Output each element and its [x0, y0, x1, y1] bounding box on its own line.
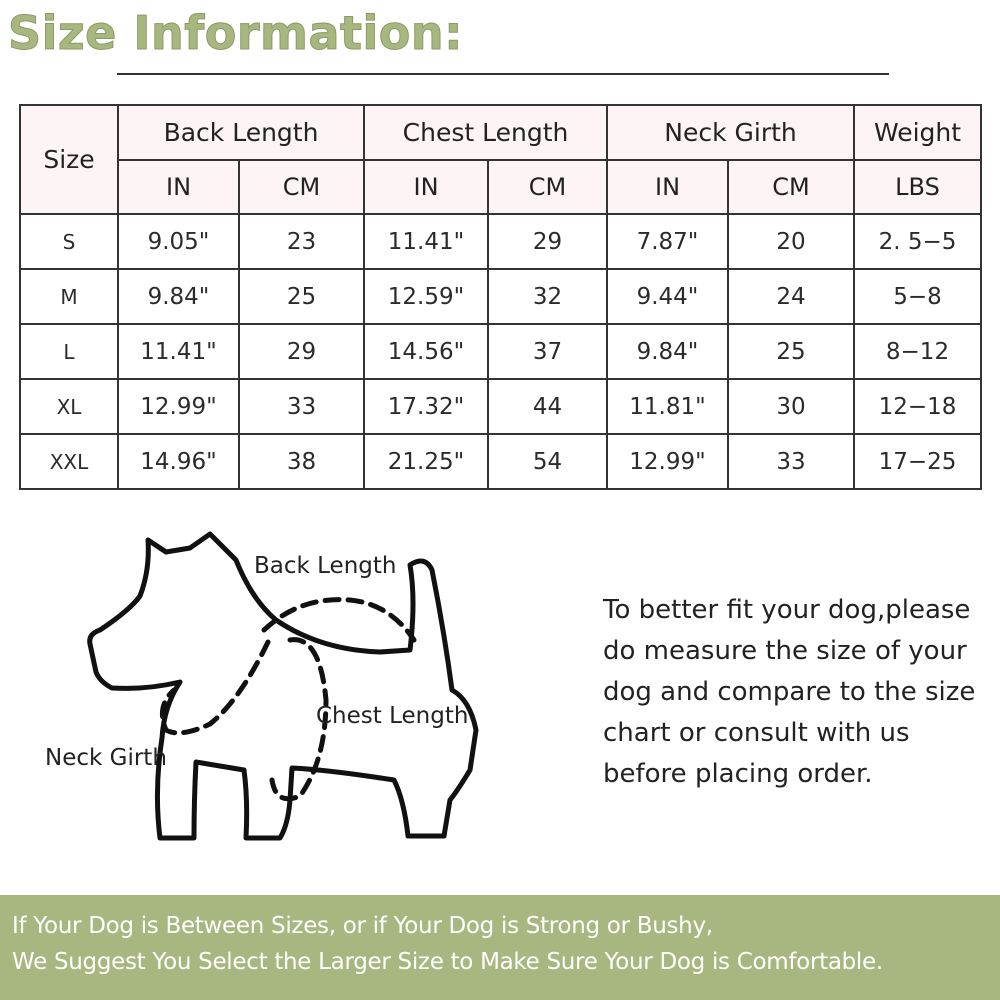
table-cell: 14.96"	[118, 434, 239, 489]
title-divider	[117, 73, 889, 75]
table-cell: 12−18	[854, 379, 981, 434]
neck-girth-label: Neck Girth	[45, 745, 167, 771]
page-title: Size Information:	[8, 6, 464, 60]
size-chart-table	[19, 104, 982, 490]
table-row	[20, 379, 981, 434]
unit-header: IN	[364, 160, 488, 214]
size-cell: XXL	[20, 434, 118, 489]
table-cell: 9.84"	[607, 324, 728, 379]
footer-line-2: We Suggest You Select the Larger Size to Make Sure Your Dog is Comfortable.	[12, 949, 883, 975]
table-cell: 29	[488, 214, 607, 269]
back-length-dashed-line	[264, 600, 414, 640]
back-length-header: Back Length	[118, 105, 364, 160]
table-cell: 44	[488, 379, 607, 434]
size-cell: L	[20, 324, 118, 379]
table-cell: 30	[728, 379, 854, 434]
footer-line-1: If Your Dog is Between Sizes, or if Your Dog is Strong or Bushy,	[12, 913, 713, 939]
table-header-row	[20, 105, 981, 160]
table-row	[20, 214, 981, 269]
table-cell: 9.05"	[118, 214, 239, 269]
table-cell: 32	[488, 269, 607, 324]
size-cell: XL	[20, 379, 118, 434]
chest-length-label: Chest Length	[316, 703, 469, 729]
table-row	[20, 434, 981, 489]
size-cell: S	[20, 214, 118, 269]
table-cell: 7.87"	[607, 214, 728, 269]
unit-header: IN	[118, 160, 239, 214]
table-cell: 9.44"	[607, 269, 728, 324]
table-cell: 17−25	[854, 434, 981, 489]
table-cell: 20	[728, 214, 854, 269]
dog-outline	[90, 534, 476, 838]
table-cell: 12.99"	[118, 379, 239, 434]
unit-header: LBS	[854, 160, 981, 214]
table-cell: 11.81"	[607, 379, 728, 434]
back-length-label: Back Length	[254, 553, 397, 579]
table-cell: 5−8	[854, 269, 981, 324]
measurement-advice: To better fit your dog,please do measure the size of your dog and compare to the size chart or consult with us before placing order.	[603, 595, 976, 789]
table-cell: 8−12	[854, 324, 981, 379]
size-column-header: Size	[20, 105, 118, 214]
unit-header: CM	[728, 160, 854, 214]
chest-length-header: Chest Length	[364, 105, 607, 160]
weight-header: Weight	[854, 105, 981, 160]
table-cell: 29	[239, 324, 364, 379]
table-cell: 25	[239, 269, 364, 324]
table-cell: 23	[239, 214, 364, 269]
table-cell: 2. 5−5	[854, 214, 981, 269]
table-row	[20, 269, 981, 324]
table-cell: 12.59"	[364, 269, 488, 324]
table-cell: 33	[728, 434, 854, 489]
table-cell: 9.84"	[118, 269, 239, 324]
unit-header: CM	[239, 160, 364, 214]
size-cell: M	[20, 269, 118, 324]
unit-header: IN	[607, 160, 728, 214]
table-cell: 11.41"	[364, 214, 488, 269]
table-unit-row	[20, 160, 981, 214]
table-cell: 24	[728, 269, 854, 324]
table-cell: 38	[239, 434, 364, 489]
table-cell: 25	[728, 324, 854, 379]
table-cell: 37	[488, 324, 607, 379]
table-cell: 11.41"	[118, 324, 239, 379]
footer-banner	[0, 895, 1000, 1000]
table-cell: 17.32"	[364, 379, 488, 434]
neck-girth-header: Neck Girth	[607, 105, 854, 160]
table-cell: 33	[239, 379, 364, 434]
unit-header: CM	[488, 160, 607, 214]
table-cell: 14.56"	[364, 324, 488, 379]
table-cell: 12.99"	[607, 434, 728, 489]
table-cell: 54	[488, 434, 607, 489]
table-row	[20, 324, 981, 379]
table-cell: 21.25"	[364, 434, 488, 489]
